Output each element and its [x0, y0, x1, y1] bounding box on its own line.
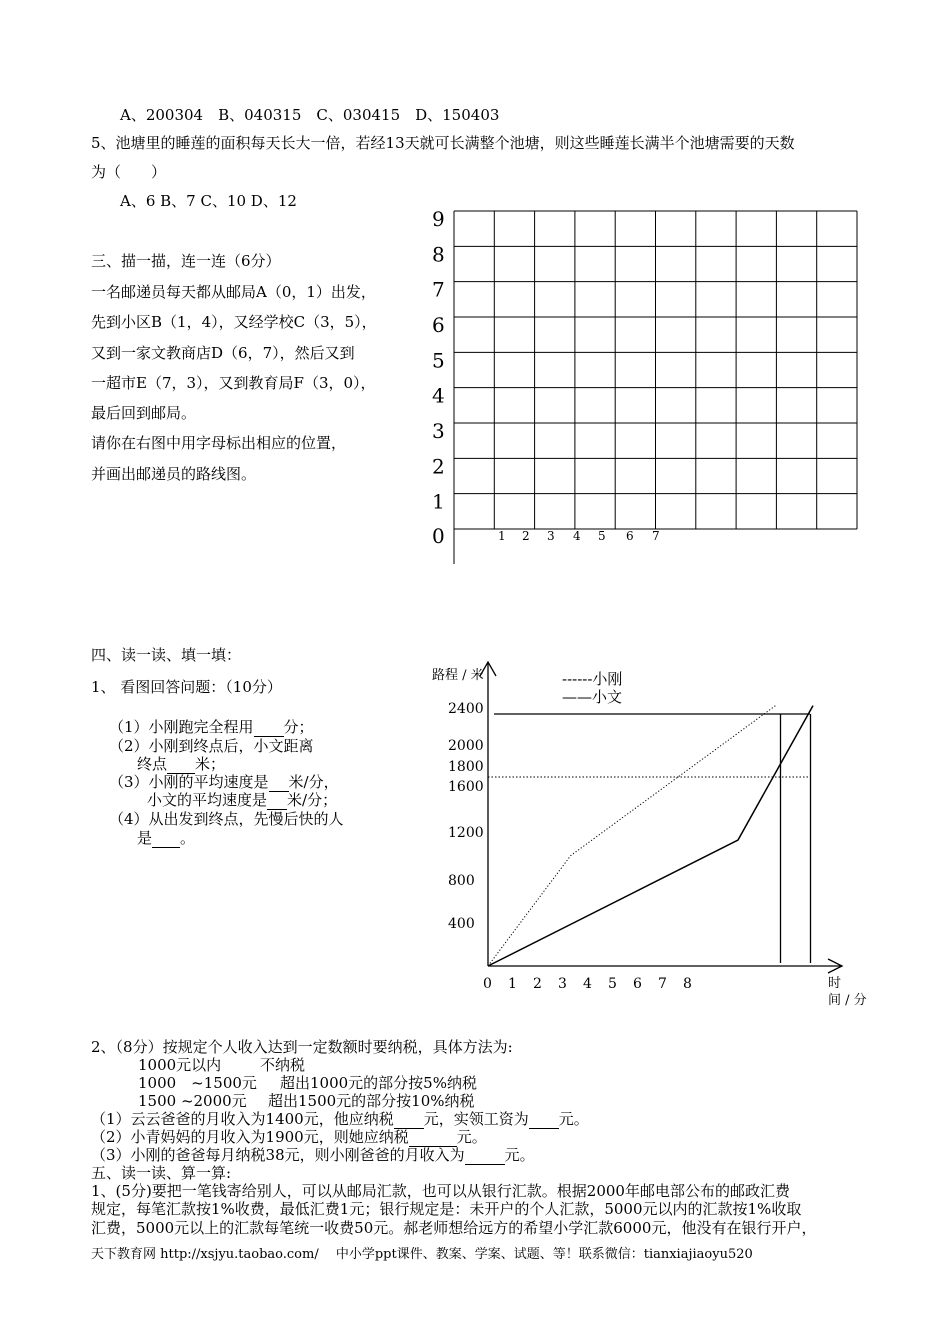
q1-item-3a: （3）小刚的平均速度是 米/分，	[109, 773, 339, 791]
footer: 天下教育网 http://xsjyu.taobao.com/ 中小学ppt课件、教案、学案、试题、等！联系微信：tianxiajiaoyu520	[91, 1247, 753, 1262]
legend-entry: ------小刚	[562, 670, 623, 688]
x-axis-arrow	[828, 959, 842, 973]
section3-title: 三、描一描，连一连（6分）	[91, 252, 281, 270]
answer-blank[interactable]	[409, 1128, 457, 1147]
q1-item-4a: （4）从出发到终点，先慢后快的人	[109, 810, 344, 828]
q1-item-4b: 是 。	[137, 829, 196, 847]
q1-item-3b: 小文的平均速度是 米/分；	[147, 791, 338, 809]
x-axis-label-line2: 间 / 分	[828, 993, 867, 1008]
grid-x-label: 4	[573, 529, 581, 543]
section3-line: 并画出邮递员的路线图。	[91, 465, 257, 483]
x-tick-label: 1	[508, 976, 517, 992]
grid-y-label: 2	[432, 454, 445, 479]
y-tick-label: 2000	[448, 738, 484, 754]
y-tick-label: 1200	[448, 825, 484, 841]
grid-x-label: 5	[598, 529, 606, 543]
y-axis-label: 路程 / 米	[432, 668, 484, 683]
grid-y-label: 0	[432, 524, 445, 548]
q1-item-2a: （2）小刚到终点后，小文距离	[109, 737, 314, 755]
answer-blank[interactable]	[529, 1110, 559, 1129]
series-line-小文	[488, 706, 813, 966]
y-axis-arrow	[480, 662, 496, 676]
section3-line: 请你在右图中用字母标出相应的位置，	[91, 434, 347, 452]
x-tick-label: 7	[658, 976, 667, 992]
section5-title: 五、读一读、算一算:	[91, 1164, 232, 1182]
x-axis-label	[828, 976, 867, 1008]
q2-item-3: （3）小刚的爸爸每月纳税38元，则小刚爸爸的月收入为 元。	[91, 1146, 535, 1164]
section5-line: 1、(5分)要把一笔钱寄给别人，可以从邮局汇款，也可以从银行汇款。根据2000年邮电部公布的邮政汇费	[91, 1182, 790, 1200]
answer-blank[interactable]	[394, 1110, 424, 1129]
section5-line: 汇费，5000元以上的汇款每笔统一收费50元。郝老师想给远方的希望小学汇款6000元，他没有在银行开户，	[91, 1219, 817, 1237]
tax-rule-text: 超出1500元的部分按10%纳税	[268, 1092, 475, 1110]
y-tick-label: 1600	[448, 779, 484, 795]
grid-y-label: 5	[432, 348, 445, 373]
y-tick-label: 800	[448, 873, 475, 889]
x-tick-label: 8	[683, 976, 692, 992]
grid-x-label: 7	[652, 529, 660, 543]
x-axis-label-line1: 时	[828, 976, 842, 991]
q1-item-2b: 终点 米；	[137, 755, 226, 773]
x-tick-label: 4	[583, 976, 592, 992]
tax-rule-range: 1000 ~1500元	[138, 1074, 257, 1092]
answer-blank[interactable]	[465, 1146, 505, 1165]
y-tick-label: 2400	[448, 701, 484, 717]
grid-x-label: 1	[498, 529, 506, 543]
section3-line: 先到小区B（1，4），又经学校C（3，5），	[91, 313, 377, 331]
legend-entry: ——小文	[562, 688, 623, 706]
grid-y-label: 6	[432, 313, 445, 337]
grid-y-label: 7	[432, 277, 445, 302]
q5-question-line2: 为（ ）	[91, 163, 167, 181]
section3-line: 一超市E（7，3），又到教育局F（3，0），	[91, 374, 376, 392]
answer-blank[interactable]	[254, 718, 284, 737]
y-tick-label: 400	[448, 916, 475, 932]
tax-rule-range: 1500 ~2000元	[138, 1092, 247, 1110]
section5-line: 规定，每笔汇款按1%收费，最低汇费1元；银行规定是：未开户的个人汇款，5000元以内的汇款按1%收取	[91, 1200, 802, 1218]
answer-blank[interactable]	[167, 755, 195, 774]
x-tick-label: 6	[633, 976, 642, 992]
q1-item-1: （1）小刚跑完全程用 分；	[109, 718, 314, 736]
grid-y-label: 1	[432, 489, 445, 514]
tax-rule-text: 超出1000元的部分按5%纳税	[280, 1074, 477, 1092]
grid-y-label: 9	[432, 207, 445, 231]
x-tick-label: 0	[483, 976, 492, 992]
q2-item-2: （2）小青妈妈的月收入为1900元，则她应纳税 元。	[91, 1128, 487, 1146]
x-tick-label: 2	[533, 976, 542, 992]
grid-x-label: 2	[522, 529, 530, 543]
section3-line: 一名邮递员每天都从邮局A（0，1）出发，	[91, 283, 376, 301]
grid-y-label: 3	[432, 419, 445, 443]
q5-question-line1: 5、池塘里的睡莲的面积每天长大一倍，若经13天就可长满整个池塘，则这些睡莲长满半个池塘需要的天数	[91, 134, 795, 152]
grid-x-label: 6	[626, 529, 634, 543]
x-tick-label: 3	[558, 976, 567, 992]
tax-rule-range: 1000元以内	[138, 1056, 222, 1074]
q5-options: A、6 B、7 C、10 D、12	[120, 192, 297, 210]
section3-line: 最后回到邮局。	[91, 404, 197, 422]
section4-q1: 1、 看图回答问题：（10分）	[91, 678, 282, 696]
answer-blank[interactable]	[152, 829, 180, 848]
tax-rule-text: 不纳税	[260, 1056, 306, 1074]
answer-blank[interactable]	[267, 791, 287, 810]
series-line-小刚	[488, 706, 776, 966]
q2-item-1: （1）云云爸爸的月收入为1400元，他应纳税 元，实领工资为 元。	[91, 1110, 589, 1128]
q4-options: A、200304 B、040315 C、030415 D、150403	[120, 106, 500, 124]
y-tick-label: 1800	[448, 759, 484, 775]
answer-blank[interactable]	[269, 773, 289, 792]
grid-y-label: 8	[432, 242, 445, 267]
section3-line: 又到一家文教商店D（6，7），然后又到	[91, 344, 355, 362]
q2-title: 2、（8分）按规定个人收入达到一定数额时要纳税，具体方法为:	[91, 1038, 513, 1056]
grid-x-label: 3	[547, 529, 555, 543]
section4-title: 四、读一读、填一填：	[91, 646, 242, 664]
grid-y-label: 4	[432, 383, 445, 408]
x-tick-label: 5	[608, 976, 617, 992]
